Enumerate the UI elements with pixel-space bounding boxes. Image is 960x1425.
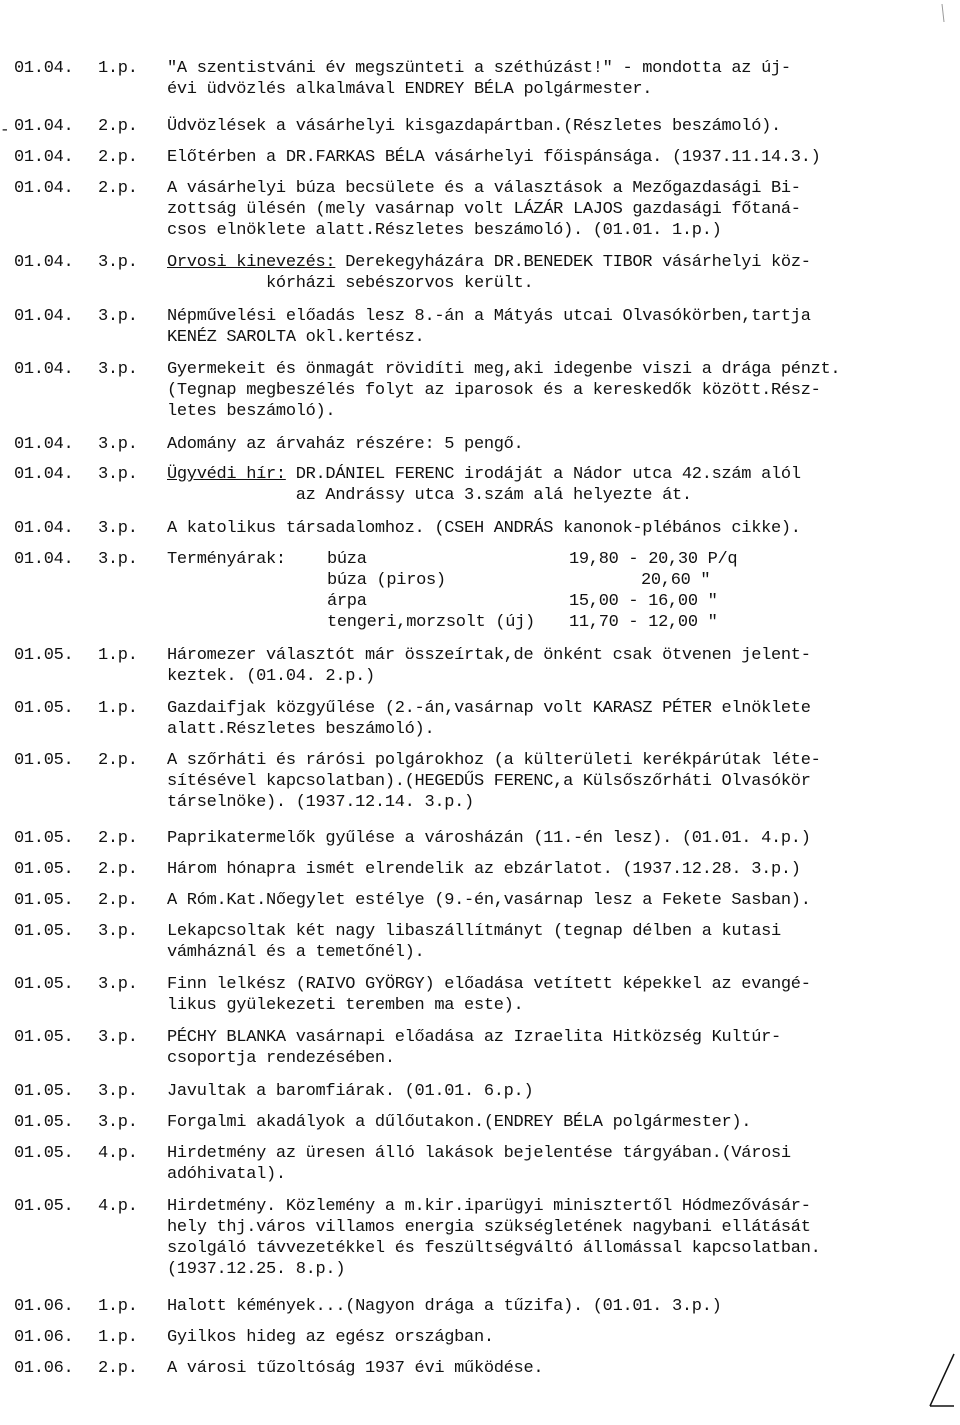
price-row <box>167 570 927 591</box>
entry-date: 01.04. <box>14 148 74 167</box>
entry-text-line: Lekapcsoltak két nagy libaszállítmányt (tegnap délben a kutasi <box>167 922 781 941</box>
entry-page: 3.p. <box>98 465 138 484</box>
entry-page: 3.p. <box>98 1028 138 1047</box>
entry-text-line: Forgalmi akadályok a dűlőutakon.(ENDREY BÉLA polgármester). <box>167 1113 752 1132</box>
price-item: tengeri,morzsolt (új) <box>327 613 535 632</box>
entry-text-line <box>167 464 927 485</box>
entry-text <box>167 1027 927 1069</box>
entry-text-line: PÉCHY BLANKA vasárnapi előadása az Izraelita Hitközség Kultúr- <box>167 1028 781 1047</box>
entry-page: 1.p. <box>98 59 138 78</box>
entry-text-line: Előtérben a DR.FARKAS BÉLA vásárhelyi főispánsága. (1937.11.14.3.) <box>167 148 821 167</box>
entry-page: 2.p. <box>98 860 138 879</box>
entry-page: 2.p. <box>98 148 138 167</box>
entry-text <box>167 890 927 911</box>
price-row <box>167 612 927 633</box>
entry-date: 01.04. <box>14 360 74 379</box>
entry-text <box>167 921 927 963</box>
entry-text-line: Gyilkos hideg az egész országban. <box>167 1328 494 1347</box>
entry-text <box>167 859 927 880</box>
entry-text-line: vámháznál és a temetőnél). <box>167 943 425 962</box>
entry-text-line: kórházi sebészorvos került. <box>167 274 534 293</box>
entry-text <box>167 116 927 137</box>
entry-text <box>167 1196 927 1280</box>
entry-page: 1.p. <box>98 699 138 718</box>
entry-page: 3.p. <box>98 1113 138 1132</box>
entry-date: 01.06. <box>14 1297 74 1316</box>
entry-text-line: keztek. (01.04. 2.p.) <box>167 667 375 686</box>
entry-date: 01.05. <box>14 860 74 879</box>
entry-text <box>167 464 927 506</box>
entry-date: 01.04. <box>14 307 74 326</box>
entry-page: 2.p. <box>98 117 138 136</box>
entry-date: 01.04. <box>14 550 74 569</box>
price-item: búza <box>327 550 367 569</box>
entry-text-segment: DR.DÁNIEL FERENC irodáját a Nádor utca 42.szám alól <box>285 465 801 484</box>
entry-text-line: (Tegnap megbeszélés folyt az iparosok és a kereskedők között.Rész- <box>167 381 821 400</box>
entry-text-line: (1937.12.25. 8.p.) <box>167 1260 346 1279</box>
price-value: 19,80 - 20,30 P/q <box>569 550 738 569</box>
entry-text-segment: Derekegyházára DR.BENEDEK TIBOR vásárhelyi köz- <box>335 253 811 272</box>
entry-text-line: A katolikus társadalomhoz. (CSEH ANDRÁS kanonok-plébános cikke). <box>167 519 801 538</box>
entry-date: 01.05. <box>14 1082 74 1101</box>
entry-text <box>167 1143 927 1185</box>
entry-date: 01.05. <box>14 922 74 941</box>
entry-date: 01.04. <box>14 253 74 272</box>
entry-text-line: Adomány az árvaház részére: 5 pengő. <box>167 435 524 454</box>
entry-page: 2.p. <box>98 891 138 910</box>
entry-page: 1.p. <box>98 1328 138 1347</box>
entry-date: 01.05. <box>14 699 74 718</box>
entry-text-line: KENÉZ SAROLTA okl.kertész. <box>167 328 425 347</box>
entry-text-line: szolgáló távvezetékkel és feszültségváltó állomással kapcsolatban. <box>167 1239 821 1258</box>
entry-text-line: az Andrássy utca 3.szám alá helyezte át. <box>167 486 692 505</box>
entry-text-line: csos elnöklete alatt.Részletes beszámoló). (01.01. 1.p.) <box>167 221 722 240</box>
entry-date: 01.05. <box>14 1113 74 1132</box>
entry-text-line: letes beszámoló). <box>167 402 336 421</box>
price-row <box>167 591 927 612</box>
entry-date: 01.05. <box>14 975 74 994</box>
entry-date: 01.04. <box>14 59 74 78</box>
entry-text-line: alatt.Részletes beszámoló). <box>167 720 435 739</box>
entry-page: 3.p. <box>98 360 138 379</box>
entry-text <box>167 1081 927 1102</box>
price-item: búza (piros) <box>327 571 446 590</box>
entry-text-line: csoportja rendezésében. <box>167 1049 395 1068</box>
entry-text <box>167 698 927 740</box>
entry-text <box>167 645 927 687</box>
entry-text-line: évi üdvözlés alkalmával ENDREY BÉLA polgármester. <box>167 80 653 99</box>
entry-date: 01.05. <box>14 751 74 770</box>
entry-text-line: A vásárhelyi búza becsülete és a választások a Mezőgazdasági Bi- <box>167 179 801 198</box>
price-table <box>167 549 927 633</box>
entry-text-line: Gyermekeit és önmagát rövidíti meg,aki idegenbe viszi a drága pénzt. <box>167 360 841 379</box>
entry-text-line: Három hónapra ismét elrendelik az ebzárlatot. (1937.12.28. 3.p.) <box>167 860 801 879</box>
entry-date: 01.06. <box>14 1359 74 1378</box>
entry-text <box>167 1327 927 1348</box>
entry-date: 01.04. <box>14 117 74 136</box>
entry-text-line: hely thj.város villamos energia szükségletének nagybani ellátását <box>167 1218 811 1237</box>
entry-text-line: likus gyülekezeti teremben ma este). <box>167 996 524 1015</box>
entry-text-line: adóhivatal). <box>167 1165 286 1184</box>
entry-page: 2.p. <box>98 829 138 848</box>
entry-text <box>167 434 927 455</box>
entry-text-line: sítésével kapcsolatban).(HEGEDŰS FERENC,a Külsőszőrháti Olvasókör <box>167 772 811 791</box>
entry-text <box>167 828 927 849</box>
entry-text-line <box>167 252 927 273</box>
price-row <box>167 549 927 570</box>
entry-text-line: zottság ülésén (mely vasárnap volt LÁZÁR LAJOS gazdasági főtaná- <box>167 200 801 219</box>
entry-heading: Ügyvédi hír: <box>167 465 286 484</box>
entry-page: 1.p. <box>98 1297 138 1316</box>
entry-page: 2.p. <box>98 179 138 198</box>
entry-text-line: Népművelési előadás lesz 8.-án a Mátyás utcai Olvasókörben,tartja <box>167 307 811 326</box>
entry-text-line: "A szentistváni év megszünteti a széthúzást!" - mondotta az új- <box>167 59 791 78</box>
entry-date: 01.04. <box>14 435 74 454</box>
price-value: 15,00 - 16,00 " <box>569 592 718 611</box>
entry-heading: Orvosi kinevezés: <box>167 253 336 272</box>
entry-text-line: Háromezer választót már összeírtak,de önként csak ötvenen jelent- <box>167 646 811 665</box>
entry-text-line: Finn lelkész (RAIVO GYÖRGY) előadása vetített képekkel az evangé- <box>167 975 811 994</box>
entry-text-line: társelnöke). (1937.12.14. 3.p.) <box>167 793 474 812</box>
margin-mark: - <box>0 121 10 139</box>
entry-text <box>167 58 927 100</box>
entry-text-line: Halott kémények...(Nagyon drága a tűzifa). (01.01. 3.p.) <box>167 1297 722 1316</box>
entry-text-line: Paprikatermelők gyűlése a városházán (11.-én lesz). (01.01. 4.p.) <box>167 829 811 848</box>
entry-page: 2.p. <box>98 1359 138 1378</box>
entry-page: 3.p. <box>98 975 138 994</box>
entry-page: 1.p. <box>98 646 138 665</box>
entry-date: 01.05. <box>14 1028 74 1047</box>
entry-page: 3.p. <box>98 550 138 569</box>
price-item: árpa <box>327 592 367 611</box>
entry-date: 01.05. <box>14 891 74 910</box>
price-table-label: Terményárak: <box>167 550 286 569</box>
entry-text-line: Gazdaifjak közgyűlése (2.-án,vasárnap volt KARASZ PÉTER elnöklete <box>167 699 811 718</box>
price-value: 20,60 " <box>641 571 711 590</box>
entry-date: 01.05. <box>14 829 74 848</box>
entry-text-line: A városi tűzoltóság 1937 évi működése. <box>167 1359 544 1378</box>
entry-page: 3.p. <box>98 435 138 454</box>
entry-text-line: Hirdetmény. Közlemény a m.kir.iparügyi minisztertől Hódmezővásár- <box>167 1197 811 1216</box>
entry-date: 01.04. <box>14 179 74 198</box>
edge-mark <box>940 2 950 24</box>
entry-text-line: Hirdetmény az üresen álló lakások bejelentése tárgyában.(Városi <box>167 1144 791 1163</box>
entry-text <box>167 1296 927 1317</box>
entry-page: 3.p. <box>98 307 138 326</box>
entry-page: 3.p. <box>98 922 138 941</box>
entry-page: 3.p. <box>98 1082 138 1101</box>
entry-text-line: Javultak a baromfiárak. (01.01. 6.p.) <box>167 1082 534 1101</box>
entry-text <box>167 750 927 813</box>
entry-text <box>167 359 927 422</box>
entry-date: 01.04. <box>14 519 74 538</box>
entry-text <box>167 1358 927 1379</box>
price-value: 11,70 - 12,00 " <box>569 613 718 632</box>
corner-stroke-mark <box>928 1350 956 1410</box>
entry-text <box>167 252 927 294</box>
entry-text-line: Üdvözlések a vásárhelyi kisgazdapártban.(Részletes beszámoló). <box>167 117 781 136</box>
entry-page: 4.p. <box>98 1197 138 1216</box>
entry-date: 01.06. <box>14 1328 74 1347</box>
entry-page: 3.p. <box>98 519 138 538</box>
entry-date: 01.04. <box>14 465 74 484</box>
entry-text-line: A szőrháti és rárósi polgárokhoz (a külterületi kerékpárútak léte- <box>167 751 821 770</box>
entry-text <box>167 147 927 168</box>
entry-text <box>167 518 927 539</box>
entry-page: 3.p. <box>98 253 138 272</box>
entry-date: 01.05. <box>14 646 74 665</box>
entry-page: 2.p. <box>98 751 138 770</box>
entry-text <box>167 178 927 241</box>
entry-text <box>167 1112 927 1133</box>
entry-text <box>167 974 927 1016</box>
entry-text-line: A Róm.Kat.Nőegylet estélye (9.-én,vasárnap lesz a Fekete Sasban). <box>167 891 811 910</box>
entry-page: 4.p. <box>98 1144 138 1163</box>
entry-text <box>167 306 927 348</box>
entry-date: 01.05. <box>14 1144 74 1163</box>
entry-date: 01.05. <box>14 1197 74 1216</box>
